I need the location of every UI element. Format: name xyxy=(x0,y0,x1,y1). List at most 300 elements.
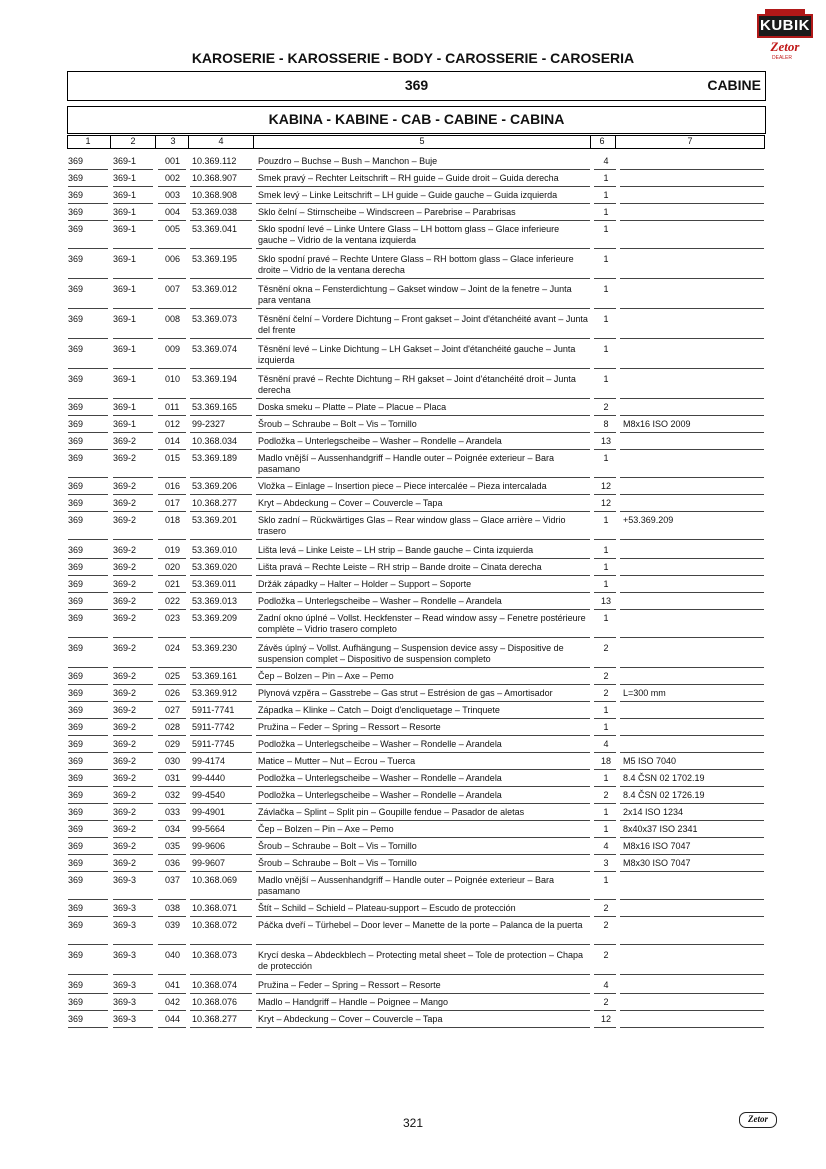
kubik-logo: KUBIK xyxy=(757,14,813,38)
cell-c3: 016 xyxy=(165,481,181,491)
cell-c1: 369 xyxy=(68,515,84,525)
row-underline xyxy=(190,916,252,917)
row-underline xyxy=(594,539,616,540)
row-underline xyxy=(256,701,590,702)
row-underline xyxy=(113,558,153,559)
row-underline xyxy=(594,511,616,512)
cell-c4: 53.369.194 xyxy=(192,374,238,384)
cell-c5: Lišta levá – Linke Leiste – LH strip – Bande gauche – Cinta izquierda xyxy=(258,545,534,555)
cell-c1: 369 xyxy=(68,756,84,766)
row-underline xyxy=(68,993,108,994)
cell-c4: 5911-7742 xyxy=(192,722,235,732)
row-underline xyxy=(256,558,590,559)
cell-c6: 1 xyxy=(603,722,609,732)
cell-c4: 99-5664 xyxy=(192,824,226,834)
row-underline xyxy=(594,398,616,399)
cell-c2: 369-2 xyxy=(113,671,137,681)
cell-c2: 369-1 xyxy=(113,190,137,200)
row-underline xyxy=(113,415,153,416)
row-underline xyxy=(113,592,153,593)
row-underline xyxy=(158,186,186,187)
cell-c4: 10.368.277 xyxy=(192,1014,238,1024)
cell-c4: 99-9607 xyxy=(192,858,226,868)
cell-c3: 032 xyxy=(165,790,181,800)
row-underline xyxy=(113,637,153,638)
cell-c4: 99-4440 xyxy=(192,773,226,783)
row-underline xyxy=(190,609,252,610)
row-underline xyxy=(113,701,153,702)
row-underline xyxy=(113,718,153,719)
cell-c1: 369 xyxy=(68,419,84,429)
cell-c5: Podložka – Unterlegscheibe – Washer – Rondelle – Arandela xyxy=(258,596,502,606)
cell-c3: 002 xyxy=(165,173,181,183)
row-underline xyxy=(190,786,252,787)
row-underline xyxy=(190,854,252,855)
row-underline xyxy=(68,684,108,685)
group-label: CABINE xyxy=(707,77,761,93)
cell-c3: 038 xyxy=(165,903,181,913)
cell-c5: Kryt – Abdeckung – Cover – Couvercle – Tapa xyxy=(258,498,443,508)
cell-c5: Čep – Bolzen – Pin – Axe – Pemo xyxy=(258,671,394,681)
row-underline xyxy=(190,432,252,433)
row-underline xyxy=(256,786,590,787)
row-underline xyxy=(620,1010,764,1011)
row-underline xyxy=(158,494,186,495)
row-underline xyxy=(594,449,616,450)
cell-c5: Pouzdro – Buchse – Bush – Manchon – Buje xyxy=(258,156,438,166)
row-underline xyxy=(620,432,764,433)
row-underline xyxy=(620,1027,764,1028)
row-underline xyxy=(158,899,186,900)
row-underline xyxy=(68,477,108,478)
row-underline xyxy=(113,1010,153,1011)
row-underline xyxy=(68,735,108,736)
row-underline xyxy=(68,592,108,593)
cell-c2: 369-2 xyxy=(113,515,137,525)
column-divider xyxy=(110,135,111,148)
row-underline xyxy=(68,169,108,170)
row-underline xyxy=(158,415,186,416)
row-underline xyxy=(68,539,108,540)
cell-c5: Sklo spodní pravé – Rechte Untere Glass – RH bottom glass – Glace inferieure droite – Vidrio de la ventana derecha xyxy=(258,254,574,275)
row-underline xyxy=(594,494,616,495)
row-underline xyxy=(113,854,153,855)
cell-c4: 53.369.011 xyxy=(192,579,237,589)
cell-c1: 369 xyxy=(68,402,84,412)
cell-c5: Těsnění levé – Linke Dichtung – LH Gakset – Joint d'étanchéité gauche – Junta izquierda xyxy=(258,344,576,365)
row-underline xyxy=(620,667,764,668)
cell-c5: Šroub – Schraube – Bolt – Vis – Tornillo xyxy=(258,858,417,868)
cell-c3: 030 xyxy=(165,756,181,766)
row-underline xyxy=(68,511,108,512)
row-underline xyxy=(190,248,252,249)
row-underline xyxy=(158,575,186,576)
column-header-7: 7 xyxy=(687,136,693,146)
row-underline xyxy=(620,752,764,753)
row-underline xyxy=(620,398,764,399)
cell-c3: 006 xyxy=(165,254,181,264)
cell-c2: 369-2 xyxy=(113,498,137,508)
cell-c6: 1 xyxy=(603,562,609,572)
row-underline xyxy=(594,558,616,559)
row-underline xyxy=(113,944,153,945)
row-underline xyxy=(256,592,590,593)
row-underline xyxy=(68,820,108,821)
row-underline xyxy=(594,609,616,610)
cell-c1: 369 xyxy=(68,1014,84,1024)
cell-c2: 369-1 xyxy=(113,344,137,354)
cell-c1: 369 xyxy=(68,224,84,234)
row-underline xyxy=(68,449,108,450)
cell-c1: 369 xyxy=(68,173,84,183)
row-underline xyxy=(256,637,590,638)
cell-c6: 1 xyxy=(603,705,609,715)
row-underline xyxy=(158,752,186,753)
cell-c2: 369-1 xyxy=(113,254,137,264)
row-underline xyxy=(620,477,764,478)
cell-c5: Vložka – Einlage – Insertion piece – Piece intercalée – Pieza intercalada xyxy=(258,481,547,491)
cell-c6: 1 xyxy=(603,515,609,525)
cell-c2: 369-3 xyxy=(113,950,137,960)
row-underline xyxy=(68,338,108,339)
column-divider xyxy=(590,135,591,148)
section-title: KABINA - KABINE - CAB - CABINE - CABINA xyxy=(268,111,565,127)
cell-c1: 369 xyxy=(68,980,84,990)
row-underline xyxy=(190,769,252,770)
row-underline xyxy=(594,1027,616,1028)
cell-c5: Štít – Schild – Schield – Plateau-support – Escudo de protección xyxy=(258,903,516,913)
cell-c2: 369-2 xyxy=(113,824,137,834)
row-underline xyxy=(190,1027,252,1028)
cell-c7: M8x16 ISO 7047 xyxy=(623,841,691,851)
column-divider xyxy=(67,135,68,148)
cell-c5: Závlačka – Splint – Split pin – Goupille fendue – Pasador de aletas xyxy=(258,807,525,817)
row-underline xyxy=(190,820,252,821)
cell-c4: 10.368.073 xyxy=(192,950,238,960)
row-underline xyxy=(256,609,590,610)
cell-c1: 369 xyxy=(68,481,84,491)
cell-c1: 369 xyxy=(68,997,84,1007)
row-underline xyxy=(620,539,764,540)
row-underline xyxy=(113,837,153,838)
cell-c2: 369-1 xyxy=(113,284,137,294)
row-underline xyxy=(158,837,186,838)
row-underline xyxy=(620,203,764,204)
cell-c3: 004 xyxy=(165,207,181,217)
row-underline xyxy=(256,432,590,433)
cell-c3: 039 xyxy=(165,920,181,930)
cell-c2: 369-2 xyxy=(113,453,137,463)
row-underline xyxy=(113,539,153,540)
row-underline xyxy=(158,539,186,540)
cell-c3: 035 xyxy=(165,841,181,851)
cell-c2: 369-1 xyxy=(113,224,137,234)
footer-zetor-logo: Zetor xyxy=(739,1112,777,1128)
row-underline xyxy=(256,477,590,478)
cell-c7: 2x14 ISO 1234 xyxy=(623,807,684,817)
row-underline xyxy=(158,449,186,450)
cell-c5: Těsnění pravé – Rechte Dichtung – RH gakset – Joint d'étanchéité droit – Junta derecha xyxy=(258,374,576,395)
row-underline xyxy=(620,511,764,512)
cell-c3: 026 xyxy=(165,688,181,698)
row-underline xyxy=(113,871,153,872)
cell-c5: Těsnění okna – Fensterdichtung – Gakset window – Joint de la fenetre – Junta para ventana xyxy=(258,284,572,305)
row-underline xyxy=(68,752,108,753)
cell-c5: Sklo čelní – Stirnscheibe – Windscreen – Parebrise – Parabrisas xyxy=(258,207,516,217)
row-underline xyxy=(113,511,153,512)
cell-c3: 012 xyxy=(165,419,181,429)
row-underline xyxy=(68,718,108,719)
cell-c2: 369-3 xyxy=(113,997,137,1007)
cell-c6: 12 xyxy=(600,481,611,491)
cell-c6: 8 xyxy=(603,419,609,429)
cell-c2: 369-2 xyxy=(113,841,137,851)
cell-c4: 99-2327 xyxy=(192,419,226,429)
row-underline xyxy=(113,169,153,170)
row-underline xyxy=(190,539,252,540)
cell-c2: 369-3 xyxy=(113,1014,137,1024)
cell-c3: 011 xyxy=(165,402,180,412)
row-underline xyxy=(190,974,252,975)
row-underline xyxy=(256,511,590,512)
row-underline xyxy=(620,186,764,187)
cell-c4: 10.368.034 xyxy=(192,436,238,446)
cell-c6: 1 xyxy=(603,314,609,324)
row-underline xyxy=(68,899,108,900)
row-underline xyxy=(256,186,590,187)
cell-c6: 1 xyxy=(603,875,609,885)
row-underline xyxy=(620,854,764,855)
row-underline xyxy=(158,368,186,369)
row-underline xyxy=(158,308,186,309)
row-underline xyxy=(190,558,252,559)
cell-c2: 369-2 xyxy=(113,790,137,800)
row-underline xyxy=(190,398,252,399)
cell-c1: 369 xyxy=(68,156,84,166)
row-underline xyxy=(158,871,186,872)
row-underline xyxy=(256,368,590,369)
row-underline xyxy=(158,667,186,668)
row-underline xyxy=(190,899,252,900)
cell-c6: 4 xyxy=(603,739,609,749)
cell-c1: 369 xyxy=(68,545,84,555)
cell-c3: 031 xyxy=(165,773,181,783)
row-underline xyxy=(256,803,590,804)
row-underline xyxy=(594,718,616,719)
row-underline xyxy=(190,752,252,753)
row-underline xyxy=(190,944,252,945)
cell-c7: M5 ISO 7040 xyxy=(623,756,677,766)
row-underline xyxy=(256,899,590,900)
row-underline xyxy=(158,203,186,204)
column-header-1: 1 xyxy=(85,136,91,146)
row-underline xyxy=(68,432,108,433)
cell-c6: 1 xyxy=(603,224,609,234)
row-underline xyxy=(594,803,616,804)
cell-c3: 022 xyxy=(165,596,181,606)
row-underline xyxy=(256,974,590,975)
row-underline xyxy=(68,494,108,495)
row-underline xyxy=(158,993,186,994)
cell-c3: 007 xyxy=(165,284,181,294)
cell-c6: 2 xyxy=(603,790,609,800)
row-underline xyxy=(594,338,616,339)
cell-c4: 10.368.074 xyxy=(192,980,238,990)
cell-c5: Podložka – Unterlegscheibe – Washer – Rondelle – Arandela xyxy=(258,739,502,749)
row-underline xyxy=(190,803,252,804)
row-underline xyxy=(113,684,153,685)
row-underline xyxy=(158,220,186,221)
row-underline xyxy=(256,718,590,719)
cell-c7: +53.369.209 xyxy=(623,515,674,525)
row-underline xyxy=(113,752,153,753)
cell-c3: 044 xyxy=(165,1014,181,1024)
row-underline xyxy=(190,368,252,369)
cell-c5: Sklo spodní levé – Linke Untere Glass – LH bottom glass – Glace inferieure gauche – Vidrio de la ventana izquierda xyxy=(258,224,560,245)
cell-c1: 369 xyxy=(68,773,84,783)
row-underline xyxy=(190,1010,252,1011)
row-underline xyxy=(594,308,616,309)
row-underline xyxy=(190,684,252,685)
row-underline xyxy=(68,786,108,787)
cell-c2: 369-1 xyxy=(113,419,137,429)
row-underline xyxy=(594,575,616,576)
cell-c1: 369 xyxy=(68,705,84,715)
cell-c6: 2 xyxy=(603,950,609,960)
cell-c2: 369-2 xyxy=(113,613,137,623)
row-underline xyxy=(256,820,590,821)
row-underline xyxy=(620,871,764,872)
row-underline xyxy=(113,575,153,576)
cell-c3: 040 xyxy=(165,950,181,960)
cell-c4: 53.369.073 xyxy=(192,314,238,324)
row-underline xyxy=(158,735,186,736)
cell-c5: Sklo zadní – Rückwärtiges Glas – Rear window glass – Glace arrière – Vidrio trasero xyxy=(258,515,566,536)
cell-c1: 369 xyxy=(68,739,84,749)
cell-c6: 12 xyxy=(600,498,611,508)
cell-c4: 99-4540 xyxy=(192,790,226,800)
header-top-rule xyxy=(67,135,765,136)
row-underline xyxy=(256,1027,590,1028)
cell-c2: 369-2 xyxy=(113,705,137,715)
row-underline xyxy=(158,974,186,975)
cell-c6: 13 xyxy=(600,436,611,446)
row-underline xyxy=(113,248,153,249)
cell-c6: 2 xyxy=(603,903,609,913)
cell-c1: 369 xyxy=(68,950,84,960)
row-underline xyxy=(68,278,108,279)
row-underline xyxy=(158,854,186,855)
cell-c1: 369 xyxy=(68,207,84,217)
column-divider xyxy=(188,135,189,148)
cell-c2: 369-2 xyxy=(113,596,137,606)
row-underline xyxy=(620,769,764,770)
row-underline xyxy=(190,186,252,187)
row-underline xyxy=(158,398,186,399)
row-underline xyxy=(190,837,252,838)
row-underline xyxy=(158,169,186,170)
cell-c5: Kryt – Abdeckung – Cover – Couvercle – Tapa xyxy=(258,1014,443,1024)
row-underline xyxy=(68,769,108,770)
section-title-box xyxy=(67,106,766,134)
cell-c4: 10.368.072 xyxy=(192,920,238,930)
row-underline xyxy=(620,278,764,279)
row-underline xyxy=(68,1010,108,1011)
row-underline xyxy=(256,735,590,736)
column-header-3: 3 xyxy=(170,136,176,146)
row-underline xyxy=(158,248,186,249)
cell-c4: 53.369.189 xyxy=(192,453,238,463)
row-underline xyxy=(113,786,153,787)
cell-c5: Smek levý – Linke Leitschrift – LH guide – Guide gauche – Guida izquierda xyxy=(258,190,558,200)
cell-c6: 13 xyxy=(600,596,611,606)
cell-c7: M8x16 ISO 2009 xyxy=(623,419,691,429)
cell-c4: 10.368.277 xyxy=(192,498,238,508)
cell-c3: 014 xyxy=(165,436,181,446)
cell-c2: 369-2 xyxy=(113,773,137,783)
cell-c6: 2 xyxy=(603,643,609,653)
row-underline xyxy=(158,432,186,433)
cell-c5: Podložka – Unterlegscheibe – Washer – Rondelle – Arandela xyxy=(258,773,502,783)
cell-c5: Páčka dveří – Türhebel – Door lever – Manette de la porte – Palanca de la puerta xyxy=(258,920,583,930)
row-underline xyxy=(594,592,616,593)
row-underline xyxy=(620,494,764,495)
row-underline xyxy=(620,558,764,559)
column-divider xyxy=(253,135,254,148)
cell-c1: 369 xyxy=(68,790,84,800)
row-underline xyxy=(620,701,764,702)
cell-c6: 1 xyxy=(603,807,609,817)
row-underline xyxy=(190,667,252,668)
row-underline xyxy=(158,338,186,339)
row-underline xyxy=(113,368,153,369)
row-underline xyxy=(594,186,616,187)
row-underline xyxy=(190,511,252,512)
cell-c1: 369 xyxy=(68,374,84,384)
cell-c1: 369 xyxy=(68,596,84,606)
cell-c6: 1 xyxy=(603,190,609,200)
cell-c5: Matice – Mutter – Nut – Ecrou – Tuerca xyxy=(258,756,416,766)
cell-c2: 369-3 xyxy=(113,875,137,885)
row-underline xyxy=(256,944,590,945)
row-underline xyxy=(256,278,590,279)
row-underline xyxy=(594,871,616,872)
cell-c3: 023 xyxy=(165,613,181,623)
cell-c5: Šroub – Schraube – Bolt – Vis – Tornillo xyxy=(258,841,417,851)
cell-c2: 369-2 xyxy=(113,481,137,491)
cell-c4: 53.369.020 xyxy=(192,562,238,572)
row-underline xyxy=(620,993,764,994)
cell-c6: 1 xyxy=(603,773,609,783)
row-underline xyxy=(620,368,764,369)
row-underline xyxy=(190,592,252,593)
row-underline xyxy=(190,494,252,495)
row-underline xyxy=(594,735,616,736)
row-underline xyxy=(113,993,153,994)
row-underline xyxy=(620,974,764,975)
cell-c6: 12 xyxy=(600,1014,611,1024)
cell-c6: 4 xyxy=(603,980,609,990)
row-underline xyxy=(68,186,108,187)
row-underline xyxy=(113,899,153,900)
row-underline xyxy=(256,494,590,495)
cell-c7: M8x30 ISO 7047 xyxy=(623,858,691,868)
cell-c4: 10.368.908 xyxy=(192,190,238,200)
row-underline xyxy=(256,769,590,770)
row-underline xyxy=(113,609,153,610)
row-underline xyxy=(68,308,108,309)
row-underline xyxy=(113,186,153,187)
